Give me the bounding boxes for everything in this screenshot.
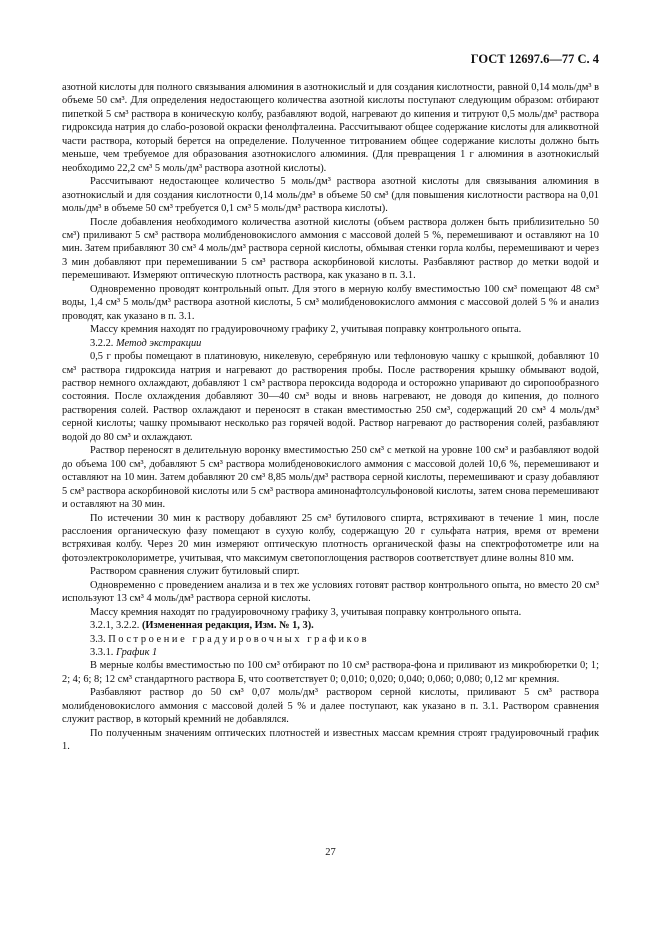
paragraph	[62, 175, 599, 215]
paragraph	[62, 81, 599, 175]
paragraph-text: Раствор переносят в делительную воронку вместимостью 250 см³ с меткой на уровне 100 см³ и разбавляют водой до объема 100 см³, добавляют 5 см³ раствора молибденовокислого аммония с массовой долей 10,6 %, перемешивают и оставляют на 10 мин. Затем добавляют 20 см³ 8,85 моль/дм³ раствора серной кислоты, перемешивают и сразу добавляют 5 см³ раствора аскорбиновой кислоты или 5 см³ раствора аминонафтолсульфоновой кислоты, затем снова перемешивают и оставляют на 30 мин.	[62, 445, 599, 511]
section-number: 3.2.1, 3.2.2.	[90, 620, 142, 632]
document-page	[62, 52, 599, 754]
paragraph	[62, 686, 599, 726]
paragraph-text: Раствором сравнения служит бутиловый спирт.	[90, 566, 300, 578]
paragraph-text: 0,5 г пробы помещают в платиновую, никелевую, серебряную или тефлоновую чашку с крышкой, добавляют 10 см³ раствора гидроксида натрия и нагревают до растворения пробы. После растворения крышку обмывают водой, раствор немного охлаждают, добавляют 1 см³ раствора пероксида водорода и осторожно упаривают до сиропообразного состояния. После охлаждения добавляют 30—40 см³ воды и вновь нагревают, не доводя до кипения, до полного растворения солей. Раствор охлаждают и переносят в стакан вместимостью 250 см³, содержащий 20 см³ 4 моль/дм³ серной кислоты; чашку промывают несколько раз горячей водой. Раствор нагревают до растворения солей, разбавляют водой до 80 см³ и охлаждают.	[62, 351, 599, 443]
paragraph-text: Рассчитывают недостающее количество 5 моль/дм³ раствора азотной кислоты для связывания алюминия в азотнокислый и для создания кислотности 0,14 моль/дм³ в объеме 50 см³ (для повышения кислотности раствора на 0,01 моль/дм³ в объеме 50 см³ требуется 0,1 см³ 5 моль/дм³ раствора кислоты).	[62, 176, 599, 215]
paragraph	[62, 606, 599, 619]
paragraph-text: В мерные колбы вместимостью по 100 см³ отбирают по 10 см³ раствора-фона и приливают из микробюретки 0; 1; 2; 4; 6; 8; 12 см³ стандартного раствора Б, что соответствует 0; 0,010; 0,020; 0,040; 0,060; 0,080; 0,12 мг кремния.	[62, 660, 599, 685]
paragraph	[62, 619, 599, 632]
paragraph-text: По истечении 30 мин к раствору добавляют 25 см³ бутилового спирта, встряхивают в течение 1 мин, после расслоения органическую фазу помещают в сухую колбу, содержащую 20 г сульфата натрия, время от времени встряхивая колбу. Через 20 мин измеряют оптическую плотность органической фазы на спектрофотометре или на фотоэлектроколориметре, учитывая, что максимум светопоглощения растворов соответствует длине волны 810 мм.	[62, 512, 599, 564]
paragraph	[62, 646, 599, 659]
section-title: Метод экстракции	[115, 337, 202, 349]
section-title: Построение градуировочных графиков	[108, 633, 370, 645]
paragraph	[62, 323, 599, 336]
paragraph	[62, 727, 599, 754]
paragraph	[62, 633, 599, 646]
paragraph-text: После добавления необходимого количества азотной кислоты (объем раствора должен быть приблизительно 50 см³) приливают 5 см³ раствора молибденовокислого аммония с массовой долей 5 %, перемешивают и оставляют на 10 мин. Затем прибавляют 30 см³ 4 моль/дм³ раствора серной кислоты, обмывая стенки горла колбы, перемешивают и через 3 мин добавляют при перемешивании 5 см³ раствора аскорбиновой кислоты. Разбавляют раствор до метки водой и перемешивают. Измеряют оптическую плотность раствора, как указано в п. 3.1.	[62, 216, 599, 282]
paragraph	[62, 579, 599, 606]
paragraph-text: Массу кремния находят по градуировочному графику 3, учитывая поправку контрольного опыта.	[90, 606, 522, 618]
paragraph	[62, 337, 599, 350]
paragraph	[62, 216, 599, 283]
paragraph	[62, 283, 599, 323]
section-number: 3.3.	[90, 633, 109, 645]
section-number: 3.3.1.	[90, 647, 116, 659]
paragraph-text: Одновременно с проведением анализа и в тех же условиях готовят раствор контрольного опыта, но вместо 20 см³ используют 13 см³ 4 моль/дм³ раствора серной кислоты.	[62, 579, 599, 605]
section-number: 3.2.2.	[90, 337, 116, 349]
paragraph-text: По полученным значениям оптических плотностей и известных массам кремния строят градуировочный график 1.	[62, 727, 599, 753]
paragraph	[62, 512, 599, 566]
paragraph-text: Массу кремния находят по градуировочному графику 2, учитывая поправку контрольного опыта.	[90, 324, 522, 336]
document-body	[62, 81, 599, 754]
paragraph	[62, 444, 599, 511]
paragraph-text: Разбавляют раствор до 50 см³ 0,07 моль/дм³ раствором серной кислоты, приливают 5 см³ раствора молибденовокислого аммония с массовой долей 5 % и далее поступают, как указано в п. 3.1. Раствором сравнения служит раствор, в который кремний не добавлялся.	[62, 687, 599, 726]
page-number: 27	[325, 847, 336, 858]
paragraph-text: азотной кислоты для полного связывания алюминия в азотнокислый и для создания кислотности, равной 0,14 моль/дм³ в объеме 50 см³. Для определения недостающего количества азотной кислоты поступают следующим образом: отбирают пипеткой 5 см³ раствора в коническую колбу, разбавляют водой, нагревают до кипения и титруют 0,5 моль/дм³ раствора гидроксида натрия до слабо-розовой окраски фенолфталеина. Рассчитывают общее содержание кислоты для аликвотной части раствора, который берется на определение. Полученное титрованием общее содержание кислоты должно быть меньше, чем требуемое для образования азотнокислого алюминия. (Для превращения 1 г алюминия в азотнокислый необходимо 22,2 см³ 5 моль/дм³ раствора азотной кислоты).	[62, 82, 599, 174]
paragraph	[62, 565, 599, 578]
page-header: ГОСТ 12697.6—77 С. 4	[470, 52, 599, 66]
paragraph-text: Одновременно проводят контрольный опыт. Для этого в мерную колбу вместимостью 100 см³ помещают 48 см³ воды, 1,4 см³ 5 моль/дм³ раствора азотной кислоты, 5 см³ молибденовокислого аммония с массовой долей 5 % и анализ проводят, как указано в п. 3.1.	[62, 283, 599, 322]
paragraph	[62, 659, 599, 686]
revision-note: (Измененная редакция, Изм. № 1, 3).	[141, 620, 314, 632]
paragraph	[62, 350, 599, 444]
section-title: График 1	[115, 647, 158, 659]
